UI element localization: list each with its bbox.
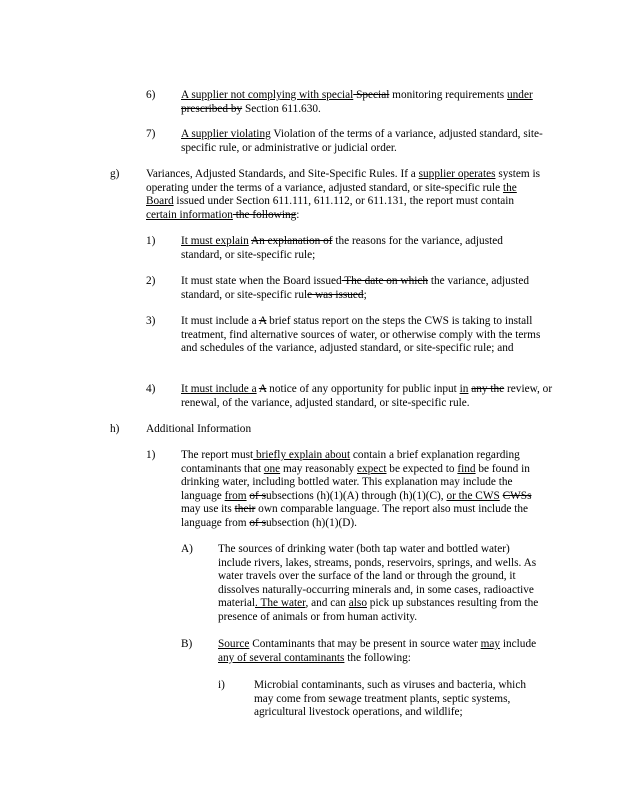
body-text: review, or renewal, of the variance, adjusted standard, or site-specific rule.	[181, 383, 553, 409]
section-g-text	[146, 168, 546, 222]
section-h-label: h)	[110, 423, 120, 435]
g-item-number-3: 3)	[146, 315, 156, 327]
body-text: Contaminants that may be present in source water	[249, 638, 481, 650]
body-text: include	[500, 638, 537, 650]
item-7-text	[181, 128, 546, 155]
deleted-text: An explanation of	[250, 235, 333, 247]
h-subitem-label-A: A)	[181, 543, 193, 555]
g-item-1-text	[181, 235, 546, 262]
h-subitem-A-text	[218, 543, 543, 625]
inserted-text: also	[348, 597, 367, 610]
item-6-text	[181, 89, 546, 116]
deleted-text: CWSs	[502, 489, 532, 502]
body-text: be expected to	[386, 462, 458, 475]
h-item-number-1: 1)	[146, 449, 156, 461]
deleted-text: Special	[353, 89, 390, 101]
deleted-text: A	[258, 315, 267, 327]
inserted-text: one	[263, 462, 281, 475]
body-text: pick up substances resulting from the presence of animals or from human activity.	[218, 597, 539, 623]
deleted-text: The date on which	[341, 275, 429, 287]
body-text: Microbial contaminants, such as viruses and bacteria, which may come from sewage treatment plants, septic systems, agricultural livestock operations, and wildlife;	[254, 679, 526, 719]
inserted-text: It must include a	[181, 383, 257, 395]
body-text: ubsections (h)(1)(A) through (h)(1)(C),	[266, 489, 447, 502]
body-text: contain a brief explanation regarding contaminants that	[181, 449, 520, 475]
h-subitem-label-B: B)	[181, 638, 193, 650]
inserted-text: or the CWS	[446, 489, 500, 502]
body-text: Section 611.630.	[242, 102, 321, 115]
deleted-text: A	[258, 383, 267, 395]
deleted-text: of s	[249, 516, 267, 529]
inserted-text: certain information	[146, 208, 233, 221]
deleted-text: any the	[471, 383, 505, 395]
inserted-text: may	[480, 638, 501, 650]
section-g-label: g)	[110, 168, 120, 180]
body-text: :	[296, 208, 300, 221]
inserted-text: A supplier not complying with special	[181, 89, 354, 101]
body-text: Violation of the terms of a variance, adjusted standard, site-specific rule, or administrative or judicial order.	[181, 128, 543, 154]
deleted-text: e was issued	[307, 288, 364, 301]
g-item-number-1: 1)	[146, 235, 156, 247]
inserted-text: briefly explain about	[253, 449, 351, 461]
g-item-number-2: 2)	[146, 275, 156, 287]
body-text: the following:	[344, 651, 411, 664]
body-text: system is operating under the terms of a variance, adjusted standard, or site-specific rule	[146, 168, 541, 194]
body-text: It must include a	[181, 315, 259, 327]
body-text: may reasonably	[280, 462, 357, 475]
deleted-text: of s	[249, 489, 267, 502]
deleted-text: prescribed by	[181, 102, 243, 115]
inserted-text: Source	[218, 638, 250, 650]
body-text: ubsection (h)(1)(D).	[266, 516, 358, 529]
h-item-1-text	[181, 449, 546, 531]
body-text: Additional Information	[146, 423, 252, 435]
item-number-6: 6)	[146, 89, 156, 101]
body-text: The sources of drinking water (both tap water and bottled water) include rivers, lakes, streams, ponds, reservoirs, springs, and wells. As water travels over the surface of the land or through the ground, it dissolves naturally-occurring minerals and, in some cases, radioactive material	[218, 543, 537, 610]
g-item-3-text	[181, 315, 553, 356]
body-text: Variances, Adjusted Standards, and Site-Specific Rules. If a	[146, 168, 419, 180]
section-h-text	[146, 423, 546, 437]
inserted-text: the Board	[146, 181, 517, 208]
body-text: be found in drinking water, including bottled water. This explanation may include the language	[181, 462, 530, 502]
body-text: may use its	[181, 503, 235, 516]
body-text: own comparable language. The report also must include the language from	[181, 503, 529, 529]
inserted-text: A supplier violating	[181, 128, 271, 140]
body-text: notice of any opportunity for public input	[266, 383, 460, 395]
body-text: monitoring requirements	[389, 89, 507, 101]
body-text: It must state when the Board issued	[181, 275, 342, 287]
g-item-number-4: 4)	[146, 383, 156, 395]
inserted-text: It must explain	[181, 235, 249, 247]
inserted-text: from	[224, 489, 247, 502]
h-b-clause-i-text	[254, 679, 546, 720]
h-b-clause-label-i: i)	[218, 679, 225, 691]
body-text: the variance, adjusted standard, or site-specific rul	[181, 275, 530, 301]
inserted-text: in	[459, 383, 469, 395]
body-text: , and can	[305, 597, 349, 610]
inserted-text: find	[457, 462, 476, 475]
inserted-text: . The water	[255, 597, 306, 610]
body-text: the reasons for the variance, adjusted standard, or site-specific rule;	[181, 235, 503, 261]
deleted-text: their	[234, 503, 256, 516]
body-text: The report must	[181, 449, 254, 461]
inserted-text: under	[507, 89, 533, 101]
inserted-text: supplier operates	[418, 168, 496, 180]
h-subitem-B-text	[218, 638, 543, 665]
body-text: ;	[363, 288, 367, 301]
body-text: issued under Section 611.111, 611.112, or 611.131, the report must contain	[173, 195, 515, 208]
g-item-2-text	[181, 275, 546, 302]
g-item-4-text	[181, 383, 553, 410]
body-text: brief status report on the steps the CWS is taking to install treatment, find alternative sources of water, or otherwise comply with the terms and schedules of the variance, adjusted standard, or site-specific rule; and	[181, 315, 541, 355]
inserted-text: expect	[357, 462, 387, 475]
item-number-7: 7)	[146, 128, 156, 140]
deleted-text: the following	[232, 208, 297, 221]
inserted-text: any of several contaminants	[218, 651, 345, 664]
